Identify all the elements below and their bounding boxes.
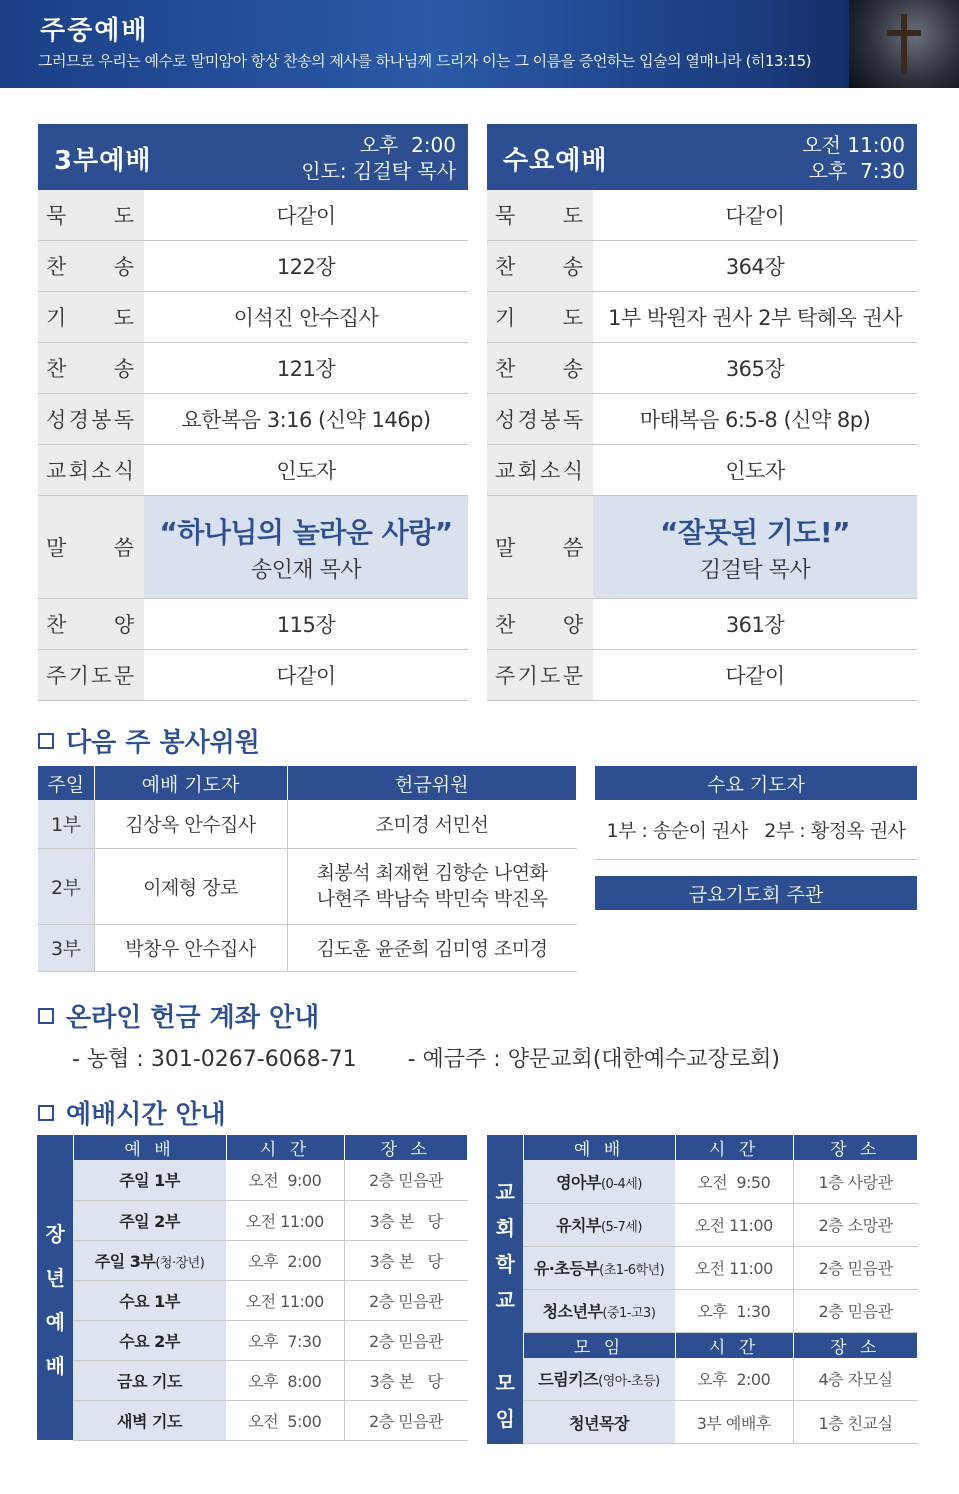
row-value: 다같이 <box>276 664 336 688</box>
schedule-name: 주일 3부(청·장년) <box>73 1240 226 1280</box>
row-label <box>38 599 144 649</box>
col-header: 시 간 <box>675 1332 793 1358</box>
praying-hands-image <box>849 0 959 88</box>
schedule-place: 2층 믿음관 <box>793 1289 918 1332</box>
table-row <box>38 241 468 292</box>
row-value: 122장 <box>276 255 336 279</box>
sermon-row <box>38 496 468 599</box>
spread-label: 묵 도 <box>495 204 583 228</box>
table-row <box>487 1289 918 1332</box>
banner-verse: 그러므로 우리는 예수로 말미암아 항상 찬송의 제사를 하나님께 드리자 이는 그 이름을 증언하는 입술의 열매니라 (히13:15) <box>38 52 811 70</box>
spread-label: 말 씀 <box>495 536 583 560</box>
row-label <box>38 292 144 342</box>
row-label <box>38 445 144 495</box>
spread-label: 주 기 도 문 <box>495 664 583 688</box>
row-value: 364장 <box>725 255 785 279</box>
wednesday-service-header <box>487 124 917 190</box>
spread-label: 묵 도 <box>46 204 134 228</box>
schedule-place: 2층 믿음관 <box>793 1246 918 1289</box>
prayer-cell: 박창우 안수집사 <box>94 924 287 971</box>
row-value: 다같이 <box>725 204 785 228</box>
part-cell: 1부 <box>38 800 94 848</box>
row-value: 인도자 <box>725 459 785 483</box>
row-label <box>38 241 144 291</box>
table-row <box>38 848 577 924</box>
spread-label: 찬 양 <box>46 613 134 637</box>
col-header: 모 임 <box>523 1332 675 1358</box>
spread-label: 찬 송 <box>46 357 134 381</box>
service-3-time: 오후 2:00 인도: 김걸탁 목사 <box>301 133 456 183</box>
col-header: 시 간 <box>675 1135 793 1160</box>
col-header: 시 간 <box>226 1135 344 1160</box>
row-value: 1부 박원자 권사 2부 탁혜옥 권사 <box>607 306 903 330</box>
schedule-time: 오전 11:00 <box>226 1200 344 1240</box>
table-row <box>37 1160 468 1200</box>
row-value: 다같이 <box>276 204 336 228</box>
table-row <box>487 650 917 701</box>
schedule-name: 유치부(5-7세) <box>523 1203 675 1246</box>
sermon-title: “하나님의 놀라운 사랑” <box>159 515 453 549</box>
schedule-time: 오전 11:00 <box>675 1203 793 1246</box>
sermon-preacher: 김걸탁 목사 <box>699 557 811 583</box>
online-offering-heading: 온라인 헌금 계좌 안내 <box>38 997 319 1034</box>
schedule-place: 1층 친교실 <box>793 1401 918 1444</box>
schedule-time: 3부 예배후 <box>675 1401 793 1444</box>
row-label <box>487 241 593 291</box>
volunteers-table <box>38 766 577 972</box>
spread-label: 성 경 봉 독 <box>46 408 134 432</box>
table-row <box>487 1358 918 1401</box>
table-row <box>487 1401 918 1444</box>
schedule-time: 오후 8:00 <box>226 1360 344 1400</box>
table-row <box>487 190 917 241</box>
table-row <box>38 343 468 394</box>
schedule-name: 드림키즈(영아-초등) <box>523 1358 675 1401</box>
bank-account-number: - 농협 : 301-0267-6068-71 <box>72 1047 357 1072</box>
schedule-place: 2층 믿음관 <box>344 1400 468 1440</box>
row-value: 이석진 안수집사 <box>233 306 379 330</box>
row-label <box>487 292 593 342</box>
row-value: 365장 <box>725 357 785 381</box>
table-row <box>487 292 917 343</box>
schedule-place: 3층 본 당 <box>344 1200 468 1240</box>
section-side-label: 장 년 예 배 <box>37 1160 73 1440</box>
table-row <box>38 800 577 848</box>
part-cell: 3부 <box>38 924 94 971</box>
table-row <box>37 1240 468 1280</box>
table-row <box>38 650 468 701</box>
table-row <box>38 445 468 496</box>
schedule-time: 오전 11:00 <box>675 1246 793 1289</box>
schedule-name: 청소년부(중1-고3) <box>523 1289 675 1332</box>
row-label <box>38 394 144 444</box>
schedule-name: 주일 1부 <box>73 1160 226 1200</box>
col-header: 예 배 <box>523 1135 675 1160</box>
spread-label: 교 회 소 식 <box>495 459 583 483</box>
schedule-place: 2층 믿음관 <box>344 1320 468 1360</box>
table-row <box>487 1160 918 1203</box>
row-label <box>487 599 593 649</box>
schedule-time: 오후 2:00 <box>226 1240 344 1280</box>
schedule-time: 오후 2:00 <box>675 1358 793 1401</box>
row-value: 요한복음 3:16 (신약 146p) <box>181 408 431 432</box>
col-header: 헌금위원 <box>287 766 577 800</box>
row-label <box>487 343 593 393</box>
spread-label: 기 도 <box>46 306 134 330</box>
service-3-header <box>38 124 468 190</box>
wednesday-prayer-names: 1부 : 송순이 권사 2부 : 황정옥 권사 <box>595 800 917 860</box>
wednesday-service-title: 수요예배 <box>503 146 608 176</box>
row-value: 361장 <box>725 613 785 637</box>
schedule-time: 오전 9:50 <box>675 1160 793 1203</box>
schedule-name: 주일 2부 <box>73 1200 226 1240</box>
schedule-place: 2층 믿음관 <box>344 1280 468 1320</box>
schedule-name: 금요 기도 <box>73 1360 226 1400</box>
spread-label: 찬 송 <box>495 357 583 381</box>
schedule-time: 오후 7:30 <box>226 1320 344 1360</box>
checkbox-square-icon <box>38 1105 54 1121</box>
sermon-cell <box>593 496 917 598</box>
schedule-place: 1층 사랑관 <box>793 1160 918 1203</box>
row-label <box>38 496 144 598</box>
wednesday-prayer-header: 수요 기도자 <box>595 766 917 800</box>
row-value: 마태복음 6:5-8 (신약 8p) <box>639 408 871 432</box>
table-row <box>37 1320 468 1360</box>
table-row <box>37 1280 468 1320</box>
table-row <box>38 190 468 241</box>
col-header: 예 배 <box>73 1135 226 1160</box>
offering-cell: 김도훈 윤준희 김미영 조미경 <box>287 924 577 971</box>
table-row <box>37 1360 468 1400</box>
volunteers-heading: 다음 주 봉사위원 <box>38 722 260 759</box>
table-row <box>37 1400 468 1440</box>
row-value: 인도자 <box>276 459 336 483</box>
schedule-place: 3층 본 당 <box>344 1240 468 1280</box>
table-row <box>38 924 577 971</box>
schedule-place: 2층 소망관 <box>793 1203 918 1246</box>
spread-label: 찬 송 <box>46 255 134 279</box>
table-row <box>38 292 468 343</box>
section-side-label: 모 임 <box>487 1358 523 1444</box>
sermon-preacher: 송인재 목사 <box>250 557 362 583</box>
schedule-time: 오전 5:00 <box>226 1400 344 1440</box>
table-row <box>487 394 917 445</box>
row-label <box>38 190 144 240</box>
schedule-name: 수요 1부 <box>73 1280 226 1320</box>
header-banner <box>0 0 959 88</box>
service-3-title: 3부예배 <box>54 146 152 176</box>
col-header: 장 소 <box>344 1135 468 1160</box>
row-value: 다같이 <box>725 664 785 688</box>
row-label <box>487 394 593 444</box>
row-label <box>487 445 593 495</box>
adult-schedule-table <box>37 1135 468 1441</box>
schedule-name: 영아부(0-4세) <box>523 1160 675 1203</box>
service-3-order <box>38 124 468 701</box>
section-side-label: 교 회 학 교 <box>487 1160 523 1332</box>
part-cell: 2부 <box>38 848 94 924</box>
col-header: 주일 <box>38 766 94 800</box>
schedule-name: 수요 2부 <box>73 1320 226 1360</box>
sermon-cell <box>144 496 468 598</box>
school-schedule-table <box>487 1135 918 1444</box>
row-label <box>38 343 144 393</box>
table-row <box>38 599 468 650</box>
prayer-cell: 김상옥 안수집사 <box>94 800 287 848</box>
row-label <box>487 190 593 240</box>
row-label <box>487 496 593 598</box>
schedule-heading: 예배시간 안내 <box>38 1094 226 1131</box>
col-header: 장 소 <box>793 1135 918 1160</box>
spread-label: 찬 송 <box>495 255 583 279</box>
wednesday-prayer-box <box>595 766 917 860</box>
schedule-time: 오전 11:00 <box>226 1280 344 1320</box>
table-row <box>487 599 917 650</box>
account-holder: - 예금주 : 양문교회(대한예수교장로회) <box>407 1047 780 1072</box>
sermon-row <box>487 496 917 599</box>
schedule-place: 2층 믿음관 <box>344 1160 468 1200</box>
spread-label: 말 씀 <box>46 536 134 560</box>
schedule-time: 오전 9:00 <box>226 1160 344 1200</box>
schedule-name: 유·초등부(초1-6학년) <box>523 1246 675 1289</box>
col-header: 장 소 <box>793 1332 918 1358</box>
table-row <box>487 445 917 496</box>
checkbox-square-icon <box>38 1008 54 1024</box>
table-row <box>487 1203 918 1246</box>
friday-prayer-host: 금요기도회 주관 <box>595 876 917 910</box>
col-header: 예배 기도자 <box>94 766 287 800</box>
row-label <box>487 650 593 700</box>
schedule-place: 3층 본 당 <box>344 1360 468 1400</box>
table-row <box>38 394 468 445</box>
offering-cell: 최봉석 최재현 김향순 나연화 나현주 박남숙 박민숙 박진옥 <box>287 848 577 924</box>
schedule-place: 4층 자모실 <box>793 1358 918 1401</box>
spread-label: 찬 양 <box>495 613 583 637</box>
sermon-title: “잘못된 기도!” <box>659 515 851 549</box>
row-value: 121장 <box>276 357 336 381</box>
spread-label: 기 도 <box>495 306 583 330</box>
prayer-cell: 이제형 장로 <box>94 848 287 924</box>
row-value: 115장 <box>276 613 336 637</box>
schedule-time: 오후 1:30 <box>675 1289 793 1332</box>
bank-account-info <box>72 1042 824 1073</box>
spread-label: 교 회 소 식 <box>46 459 134 483</box>
offering-cell: 조미경 서민선 <box>287 800 577 848</box>
schedule-name: 청년목장 <box>523 1401 675 1444</box>
spread-label: 성 경 봉 독 <box>495 408 583 432</box>
table-row <box>487 343 917 394</box>
table-row <box>487 1246 918 1289</box>
wednesday-service-time: 오전 11:00 오후 7:30 <box>802 133 905 183</box>
spread-label: 주 기 도 문 <box>46 664 134 688</box>
table-row <box>487 241 917 292</box>
wednesday-service-order <box>487 124 917 701</box>
row-label <box>38 650 144 700</box>
checkbox-square-icon <box>38 733 54 749</box>
schedule-name: 새벽 기도 <box>73 1400 226 1440</box>
table-row <box>37 1200 468 1240</box>
banner-title: 주중예배 <box>40 16 149 46</box>
